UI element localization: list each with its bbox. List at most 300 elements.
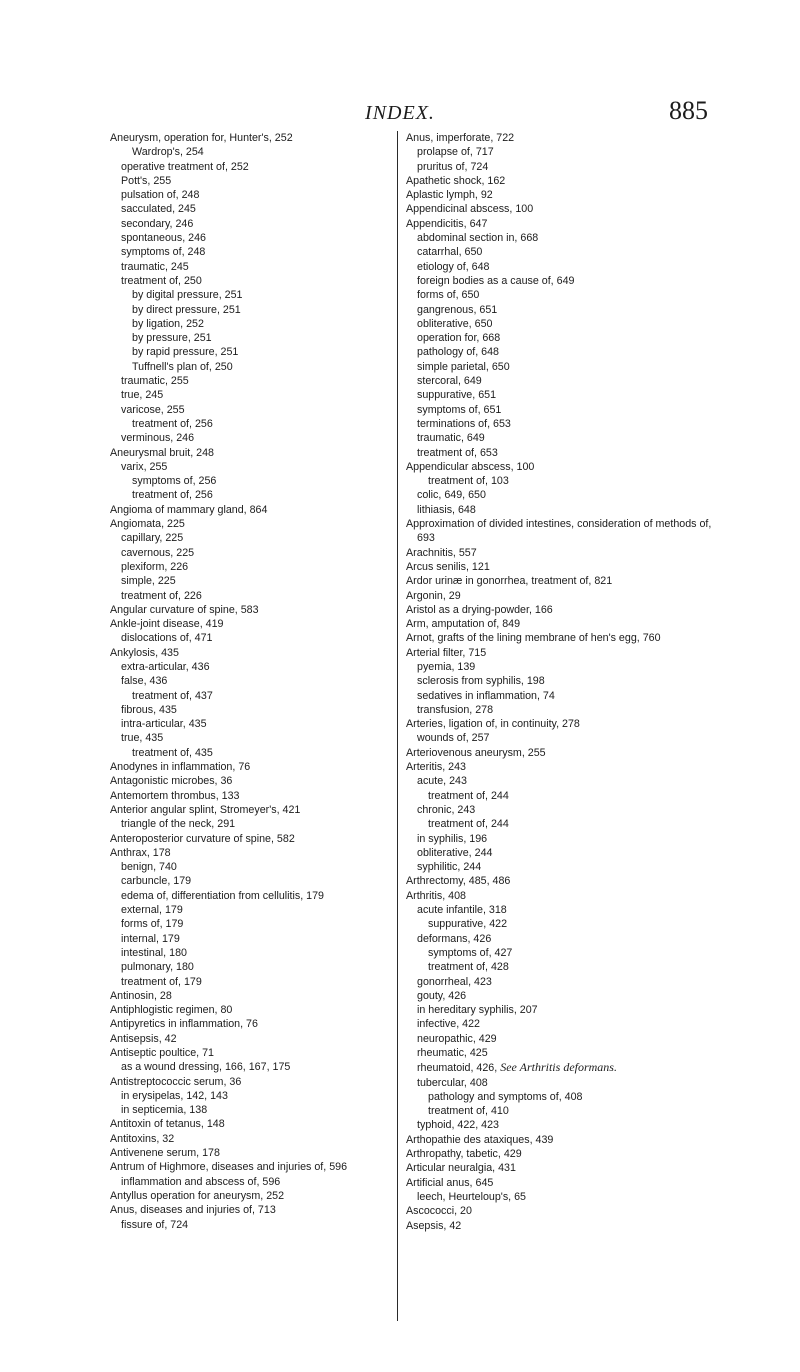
index-entry-text: stercoral, 649 [417,375,482,388]
index-entry-text: rheumatoid, 426, [417,1062,498,1075]
index-entry [110,960,410,974]
index-entry [110,245,410,259]
index-entry [406,703,726,717]
index-entry [110,1189,410,1203]
index-entry-text: pulsation of, 248 [121,189,200,202]
index-entry [110,202,410,216]
index-entry-text: in erysipelas, 142, 143 [121,1089,228,1102]
index-entry [110,1060,410,1074]
index-entry-text: dislocations of, 471 [121,632,213,645]
index-entry [110,460,410,474]
index-entry [406,603,726,617]
index-entry [110,703,410,717]
index-entry [406,689,726,703]
index-entry [110,431,410,445]
index-entry [110,546,410,560]
index-entry-text: triangle of the neck, 291 [121,818,236,831]
index-entry [406,274,726,288]
index-entry [110,603,410,617]
index-entry-text: carbuncle, 179 [121,875,192,888]
index-entry [110,1032,410,1046]
index-entry-text: true, 245 [121,389,164,402]
index-entry [110,174,410,188]
index-entry [406,517,726,546]
index-entry [406,917,726,931]
index-entry [406,817,726,831]
index-entry-text: chronic, 243 [417,803,476,816]
index-entry-text: Antitoxin of tetanus, 148 [110,1118,225,1131]
index-entry [406,874,726,888]
index-entry-text: treatment of, 256 [132,417,213,430]
index-entry-text: Arthrectomy, 485, 486 [406,875,511,888]
index-entry [110,1175,410,1189]
index-entry [110,631,410,645]
index-entry-text: Ankylosis, 435 [110,646,179,659]
index-entry-text: deformans, 426 [417,932,492,945]
index-entry-text: Apathetic shock, 162 [406,174,506,187]
index-entry [406,646,726,660]
index-entry [406,1076,726,1090]
index-entry-text: varicose, 255 [121,403,185,416]
index-entry [110,345,410,359]
index-entry-text: Anodynes in inflammation, 76 [110,761,251,774]
index-entry [406,231,726,245]
index-entry-text: Anterior angular splint, Stromeyer's, 421 [110,803,301,816]
index-entry-text: treatment of, 437 [132,689,213,702]
index-entry [110,760,410,774]
index-entry [406,746,726,760]
index-entry-text: in septicemia, 138 [121,1104,208,1117]
index-entry-text: spontaneous, 246 [121,232,206,245]
index-entry-text: treatment of, 244 [428,818,509,831]
index-entry [406,188,726,202]
index-entry-text: abdominal section in, 668 [417,232,539,245]
index-entry-text: acute, 243 [417,775,467,788]
index-entry-text: colic, 649, 650 [417,489,486,502]
index-entry [110,717,410,731]
index-entry [406,989,726,1003]
index-entry-text: Aristol as a drying-powder, 166 [406,603,553,616]
index-entry [110,574,410,588]
index-entry-text: treatment of, 244 [428,789,509,802]
index-entry-text: intra-articular, 435 [121,718,207,731]
index-entry [406,846,726,860]
index-entry [406,1046,726,1060]
index-entry [406,417,726,431]
index-entry-text: intestinal, 180 [121,946,187,959]
index-entry-text: pruritus of, 724 [417,160,489,173]
index-entry-text: treatment of, 103 [428,475,509,488]
index-entry [406,774,726,788]
index-entry [406,1133,726,1147]
index-entry [110,403,410,417]
index-entry [110,660,410,674]
index-entry [406,1176,726,1190]
index-entry-text: acute infantile, 318 [417,904,507,917]
index-entry-text: varix, 255 [121,460,168,473]
index-entry-text: capillary, 225 [121,532,184,545]
index-entry-text: pulmonary, 180 [121,961,194,974]
index-entry-cross-reference: See Arthritis deformans. [500,1060,617,1075]
index-entry [110,303,410,317]
index-entry-text: suppurative, 651 [417,389,497,402]
index-entry [110,1160,410,1174]
index-entry [110,145,410,159]
index-entry-text: fissure of, 724 [121,1218,189,1231]
index-entry-text: neuropathic, 429 [417,1032,497,1045]
index-entry-text: Appendicular abscess, 100 [406,460,535,473]
index-entry-text: verminous, 246 [121,432,195,445]
index-entry-text: pathology of, 648 [417,346,500,359]
index-entry-text: Anthrax, 178 [110,846,171,859]
index-entry [110,817,410,831]
index-column-right [404,131,726,1233]
index-entry-text: forms of, 179 [121,918,184,931]
index-entry-text: traumatic, 649 [417,432,485,445]
index-entry [110,288,410,302]
index-entry-text: treatment of, 250 [121,274,202,287]
index-entry [406,731,726,745]
index-entry-text: sacculated, 245 [121,203,196,216]
index-entry-text: Artificial anus, 645 [406,1176,494,1189]
index-entry [110,374,410,388]
index-entry-text: Aneurysmal bruit, 248 [110,446,214,459]
index-entry [110,388,410,402]
index-entry-text: Aneurysm, operation for, Hunter's, 252 [110,132,293,144]
index-entry-text: fibrous, 435 [121,703,177,716]
index-entry-text: traumatic, 255 [121,375,189,388]
index-column-left [110,131,410,1232]
index-entry [406,1104,726,1118]
index-entry-text: as a wound dressing, 166, 167, 175 [121,1061,291,1074]
index-entry-text: by ligation, 252 [132,317,204,330]
index-entry [406,589,726,603]
index-entry-text: pyemia, 139 [417,660,476,673]
index-entry [406,789,726,803]
index-entry [406,131,726,145]
index-entry [110,260,410,274]
index-entry-text: Anus, diseases and injuries of, 713 [110,1204,276,1217]
index-entry [110,160,410,174]
index-entry [110,674,410,688]
index-entry [110,531,410,545]
index-entry [110,803,410,817]
index-entry-text: plexiform, 226 [121,560,189,573]
index-entry [406,546,726,560]
index-entry-text: sedatives in inflammation, 74 [417,689,555,702]
index-entry [110,832,410,846]
index-entry-text: Antistreptococcic serum, 36 [110,1075,242,1088]
index-entry [110,589,410,603]
index-entry-text: Antivenene serum, 178 [110,1147,220,1160]
index-entry [406,431,726,445]
index-entry-text: infective, 422 [417,1018,480,1031]
index-entry-text: Tuffnell's plan of, 250 [132,360,233,373]
index-entry [406,960,726,974]
index-entry-text: Arcus senilis, 121 [406,560,490,573]
index-entry [406,975,726,989]
index-entry-text: Arthopathie des ataxiques, 439 [406,1133,554,1146]
index-entry-text: symptoms of, 427 [428,946,513,959]
index-entry [406,832,726,846]
index-entry [406,560,726,574]
index-entry-text: forms of, 650 [417,289,480,302]
index-entry-text: rheumatic, 425 [417,1047,488,1059]
index-entry [110,789,410,803]
index-entry-text: Antinosin, 28 [110,989,172,1002]
index-entry-text: Arthropathy, tabetic, 429 [406,1148,522,1161]
index-entry [110,617,410,631]
index-entry [406,331,726,345]
index-entry-text: Anteroposterior curvature of spine, 582 [110,832,295,845]
index-entry [406,1161,726,1175]
index-entry [110,1046,410,1060]
index-entry [406,1060,726,1075]
index-entry-text: cavernous, 225 [121,546,195,559]
index-entry-text: symptoms of, 256 [132,475,217,488]
index-entry-text: typhoid, 422, 423 [417,1119,500,1132]
index-entry [110,646,410,660]
index-entry [406,903,726,917]
index-entry [406,403,726,417]
index-entry [406,932,726,946]
index-entry-text: tubercular, 408 [417,1076,488,1089]
index-entry-text: treatment of, 435 [132,746,213,759]
index-entry [110,1132,410,1146]
index-entry-text: suppurative, 422 [428,918,508,931]
index-entry-text: Aplastic lymph, 92 [406,189,493,202]
index-entry [110,860,410,874]
index-entry [110,1089,410,1103]
index-entry [406,760,726,774]
index-entry [110,774,410,788]
index-entry-text: true, 435 [121,732,164,745]
index-entry [110,474,410,488]
index-entry-text: Angiomata, 225 [110,518,185,531]
index-entry-text: Ascococci, 20 [406,1205,472,1218]
index-entry-text: treatment of, 226 [121,589,202,602]
index-entry [110,689,410,703]
index-entry [406,1147,726,1161]
index-entry-text: transfusion, 278 [417,703,494,716]
index-entry [110,1146,410,1160]
index-entry-text: inflammation and abscess of, 596 [121,1175,281,1188]
index-entry [406,1190,726,1204]
column-divider [397,131,398,1321]
index-entry-text: Appendicinal abscess, 100 [406,203,534,216]
index-entry-text: Articular neuralgia, 431 [406,1162,516,1175]
index-entry-text: external, 179 [121,904,183,917]
index-entry-text: Pott's, 255 [121,174,172,187]
index-entry [406,631,726,645]
index-entry-text: Antipyretics in inflammation, 76 [110,1018,258,1031]
index-entry [406,460,726,474]
index-entry [406,674,726,688]
index-entry [110,360,410,374]
index-entry-text: treatment of, 256 [132,489,213,502]
index-entry [110,503,410,517]
index-entry-text: leech, Heurteloup's, 65 [417,1190,526,1203]
index-entry-text: by rapid pressure, 251 [132,346,239,359]
index-entry-text: Arteriovenous aneurysm, 255 [406,746,546,759]
index-entry [406,145,726,159]
index-entry [110,946,410,960]
index-entry-text: by digital pressure, 251 [132,289,243,302]
index-entry [110,1203,410,1217]
index-entry-text: pathology and symptoms of, 408 [428,1090,583,1103]
index-entry-text: Approximation of divided intestines, consideration of methods of, 693 [406,518,712,545]
index-entry-text: gouty, 426 [417,989,467,1002]
index-entry-text: lithiasis, 648 [417,503,476,516]
index-entry-text: treatment of, 653 [417,446,498,459]
index-entry [110,331,410,345]
index-entry [406,1118,726,1132]
index-entry-text: Antisepsis, 42 [110,1032,177,1045]
page-number: 885 [669,96,708,125]
index-entry [110,1075,410,1089]
index-entry [110,1017,410,1031]
index-entry [110,446,410,460]
index-entry [110,846,410,860]
index-entry [110,932,410,946]
index-entry [110,746,410,760]
index-entry [110,417,410,431]
index-entry [406,160,726,174]
index-entry [406,174,726,188]
index-entry-text: Arm, amputation of, 849 [406,618,521,631]
index-entry-text: symptoms of, 651 [417,403,502,416]
index-entry-text: foreign bodies as a cause of, 649 [417,274,575,287]
index-entry [110,889,410,903]
index-entry [110,560,410,574]
index-entry-text: in syphilis, 196 [417,832,488,845]
index-entry [406,946,726,960]
index-entry [110,131,410,145]
index-entry [406,202,726,216]
index-entry-text: gangrenous, 651 [417,303,498,316]
index-entry [406,1090,726,1104]
index-entry-text: operative treatment of, 252 [121,160,249,173]
index-entry [406,503,726,517]
index-entry-text: internal, 179 [121,932,180,945]
index-entry [110,1003,410,1017]
index-entry-text: benign, 740 [121,861,177,874]
index-entry [406,474,726,488]
index-entry-text: Arnot, grafts of the lining membrane of hen's egg, 760 [406,632,661,645]
index-entry-text: Arthritis, 408 [406,889,466,902]
index-entry-text: Arteritis, 243 [406,761,466,774]
index-entry-text: Appendicitis, 647 [406,217,488,230]
index-entry [406,717,726,731]
index-entry [110,231,410,245]
index-entry-text: prolapse of, 717 [417,146,494,159]
index-entry-text: obliterative, 650 [417,317,493,330]
index-entry-text: Arterial filter, 715 [406,646,487,659]
index-entry [406,288,726,302]
index-entry-text: obliterative, 244 [417,846,493,859]
index-entry-text: traumatic, 245 [121,260,189,273]
index-entry [110,188,410,202]
index-entry-text: terminations of, 653 [417,417,511,430]
index-entry [110,274,410,288]
index-entry [406,860,726,874]
index-entry-text: extra-articular, 436 [121,660,210,673]
index-entry [406,1219,726,1233]
index-entry-text: Antyllus operation for aneurysm, 252 [110,1189,285,1202]
index-entry-text: Antrum of Highmore, diseases and injuries of, 596 [110,1161,348,1174]
index-entry-text: in hereditary syphilis, 207 [417,1004,538,1017]
index-entry-text: Anus, imperforate, 722 [406,132,515,144]
index-entry [406,388,726,402]
index-entry-text: treatment of, 179 [121,975,202,988]
index-entry [406,1204,726,1218]
index-entry-text: simple parietal, 650 [417,360,510,373]
index-entry [110,1117,410,1131]
index-entry [406,1032,726,1046]
index-entry-text: catarrhal, 650 [417,246,483,259]
index-entry [110,874,410,888]
index-entry-text: Antagonistic microbes, 36 [110,775,233,788]
index-entry-text: by direct pressure, 251 [132,303,241,316]
index-entry [110,903,410,917]
index-entry-text: wounds of, 257 [417,732,490,745]
index-entry-text: treatment of, 428 [428,961,509,974]
index-entry [406,1017,726,1031]
index-entry-text: Ardor urinæ in gonorrhea, treatment of, 821 [406,575,613,588]
index-entry-text: Arteries, ligation of, in continuity, 278 [406,718,580,731]
index-entry-text: Angular curvature of spine, 583 [110,603,259,616]
index-entry [406,374,726,388]
index-entry [110,917,410,931]
index-entry-text: Antiphlogistic regimen, 80 [110,1004,233,1017]
index-entry [406,345,726,359]
index-entry-text: by pressure, 251 [132,332,212,345]
index-entry [406,260,726,274]
index-entry-text: Antiseptic poultice, 71 [110,1047,214,1059]
index-entry-text: symptoms of, 248 [121,246,206,259]
index-entry [406,446,726,460]
index-entry-text: Angioma of mammary gland, 864 [110,503,268,516]
page-header-title: INDEX. [365,102,435,124]
index-entry [406,617,726,631]
index-entry [110,217,410,231]
index-entry [406,660,726,674]
index-entry [406,889,726,903]
index-entry-text: operation for, 668 [417,332,501,345]
index-entry-text: Argonin, 29 [406,589,461,602]
index-entry-text: Ankle-joint disease, 419 [110,618,224,631]
index-entry [110,731,410,745]
index-entry-text: edema of, differentiation from cellulitis, 179 [121,889,324,902]
index-entry-text: Antitoxins, 32 [110,1132,175,1145]
index-entry [406,1003,726,1017]
index-entry [110,989,410,1003]
index-entry-text: secondary, 246 [121,217,194,230]
index-entry [406,803,726,817]
index-entry [110,1103,410,1117]
index-entry-text: Asepsis, 42 [406,1219,462,1232]
index-entry [110,1218,410,1232]
index-entry [406,245,726,259]
index-entry [406,303,726,317]
index-entry-text: Antemortem thrombus, 133 [110,789,240,802]
index-entry [110,488,410,502]
index-entry-text: syphilitic, 244 [417,861,482,874]
index-entry-text: Arachnitis, 557 [406,546,477,559]
index-entry [406,360,726,374]
index-entry-text: treatment of, 410 [428,1105,509,1118]
index-entry [110,517,410,531]
